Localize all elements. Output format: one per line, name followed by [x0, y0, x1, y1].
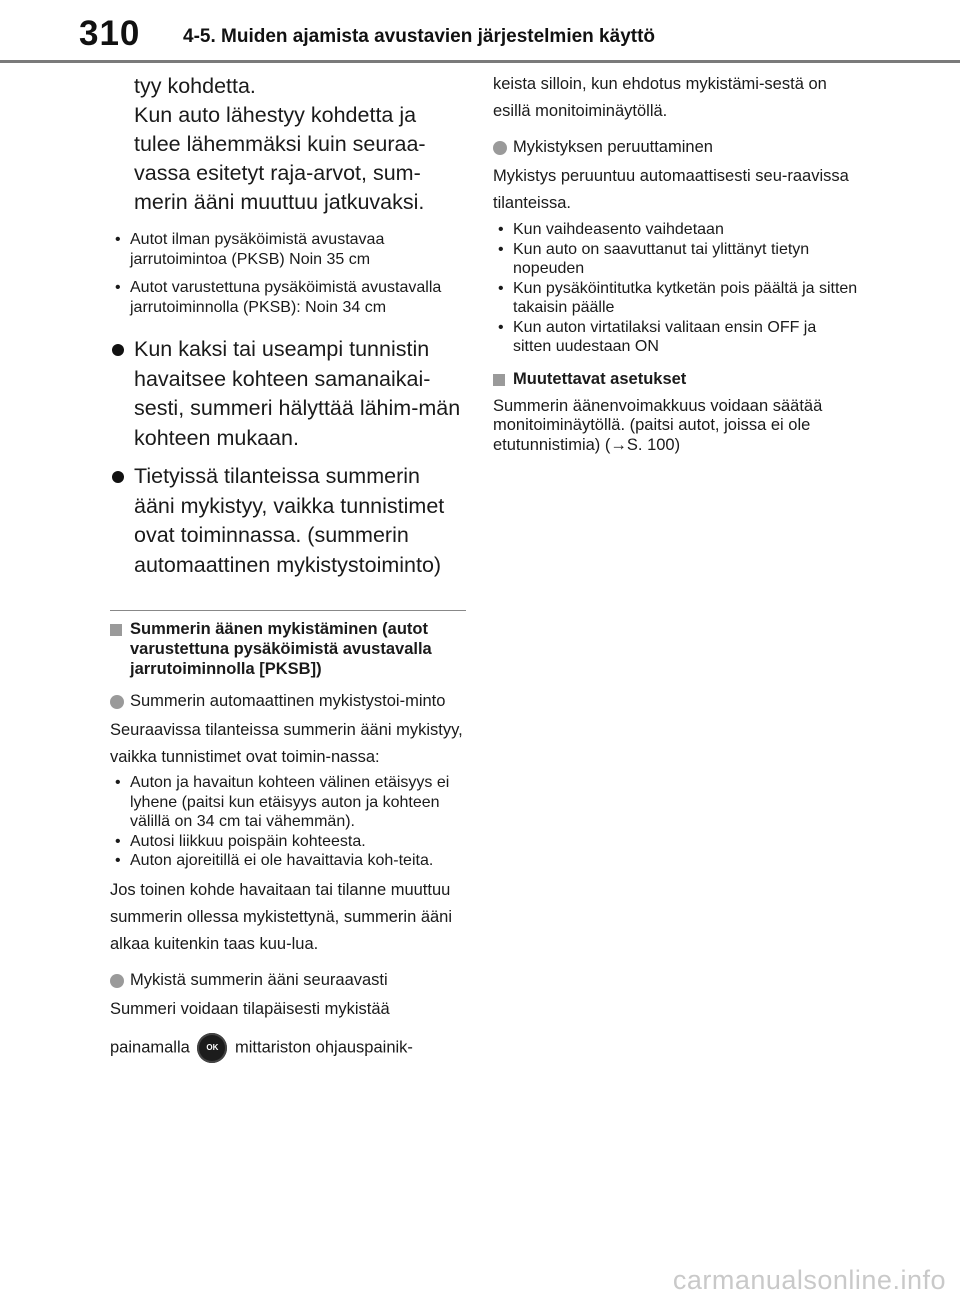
left-column — [110, 70, 466, 1063]
list-item: • Autot varustettuna pysäköimistä avustavalla jarrutoiminnolla (PKSB): Noin 34 cm — [115, 279, 442, 316]
bullet-icon: • — [115, 774, 121, 791]
paragraph: painamalla OK mittariston ohjauspainik- — [110, 1033, 466, 1063]
bullet-paragraph: Kun kaksi tai useampi tunnistin havaitsee kohteen samanaikai-sesti, summeri hälyttää lähim-män kohteen mukaan. — [110, 335, 466, 453]
ok-button-icon: OK — [197, 1033, 227, 1063]
section-divider — [110, 610, 466, 611]
paragraph: Seuraavissa tilanteissa summerin ääni mykistyy, vaikka tunnistimet ovat toimin-nassa: — [110, 721, 463, 766]
list-item: • Autot ilman pysäköimistä avustavaa jarrutoimintoa (PKSB) Noin 35 cm — [115, 231, 385, 268]
black-dot-icon — [112, 344, 124, 356]
subheading: Mykistä summerin ääni seuraavasti — [110, 970, 466, 990]
continued-paragraph — [110, 72, 466, 217]
page-header — [0, 0, 960, 64]
square-icon — [110, 624, 122, 636]
paragraph: Summeri voidaan tilapäisesti mykistää — [110, 999, 390, 1018]
list-item: • Kun vaihdeasento vaihdetaan — [498, 221, 724, 238]
bullet-icon: • — [498, 240, 504, 258]
page-reference-link[interactable]: (→S. 100) — [604, 435, 681, 454]
bullet-icon: • — [115, 832, 121, 850]
bullet-icon: • — [115, 279, 121, 296]
page-number: 310 — [79, 14, 141, 53]
list-item: • Kun auton virtatilaksi valitaan ensin OFF ja sitten uudestaan ON — [498, 318, 817, 355]
bullet-icon: • — [498, 279, 504, 297]
circle-icon — [110, 695, 124, 709]
subheading: Mykistyksen peruuttaminen — [493, 137, 858, 157]
bullet-icon: • — [115, 231, 121, 248]
circle-icon — [110, 974, 124, 988]
continued-line: tyy kohdetta. — [134, 74, 256, 98]
paragraph: Jos toinen kohde havaitaan tai tilanne muuttuu summerin ollessa mykistettynä, summerin ääni alkaa kuitenkin taas kuu-lua. — [110, 880, 453, 953]
subheading: Summerin automaattinen mykistystoi-minto — [110, 691, 466, 711]
paragraph: Mykistys peruuntuu automaattisesti seu-raavissa tilanteissa. — [493, 167, 849, 212]
bullet-icon: • — [498, 318, 504, 336]
mute-conditions-list — [110, 773, 466, 871]
list-item: • Kun auto on saavuttanut tai ylittänyt tietyn nopeuden — [498, 240, 810, 277]
bullet-icon: • — [498, 221, 504, 238]
continued-line: Kun auto lähestyy kohdetta ja — [134, 103, 417, 127]
circle-icon — [493, 141, 507, 155]
distance-list — [110, 230, 466, 317]
continued-line: tulee lähemmäksi kuin seuraa- — [134, 132, 426, 156]
paragraph: keista silloin, kun ehdotus mykistämi-sestä on esillä monitoiminäytöllä. — [493, 75, 827, 120]
list-item: • Kun pysäköintitutka kytketän pois päältä ja sitten takaisin päälle — [498, 279, 858, 316]
list-item: • Autosi liikkuu poispäin kohteesta. — [115, 832, 366, 850]
list-item: • Auton ja havaitun kohteen välinen etäisyys ei lyhene (paitsi kun etäisyys auton ja kohteen välillä on 34 cm tai vähemmän). — [115, 774, 450, 830]
black-dot-icon — [112, 471, 124, 483]
header-rule — [0, 60, 960, 63]
section-title: 4-5. Muiden ajamista avustavien järjestelmien käyttö — [183, 26, 656, 47]
continued-line: vassa esitetyt raja-arvot, sum- — [134, 161, 421, 185]
paragraph: Summerin äänenvoimakkuus voidaan säätää monitoiminäytöllä. (paitsi autot, joissa ei ole etutunnistimia) (→S. 100) — [493, 396, 823, 454]
bullet-icon: • — [115, 852, 121, 869]
continued-line: merin ääni muuttuu jatkuvaksi. — [134, 190, 425, 214]
right-column — [493, 70, 858, 455]
bullet-paragraph: Tietyissä tilanteissa summerin ääni mykistyy, vaikka tunnistimet ovat toiminnassa. (summerin automaattinen mykistystoiminto) — [110, 462, 466, 580]
watermark: carmanualsonline.info — [672, 1265, 946, 1295]
square-icon — [493, 374, 505, 386]
section-heading: Summerin äänen mykistäminen (autot varustettuna pysäköimistä avustavalla jarrutoiminnolla [PKSB]) — [110, 619, 466, 679]
section-heading: Muutettavat asetukset — [493, 369, 858, 389]
cancel-conditions-list — [493, 220, 858, 357]
list-item: • Auton ajoreitillä ei ole havaittavia koh-teita. — [115, 852, 434, 869]
